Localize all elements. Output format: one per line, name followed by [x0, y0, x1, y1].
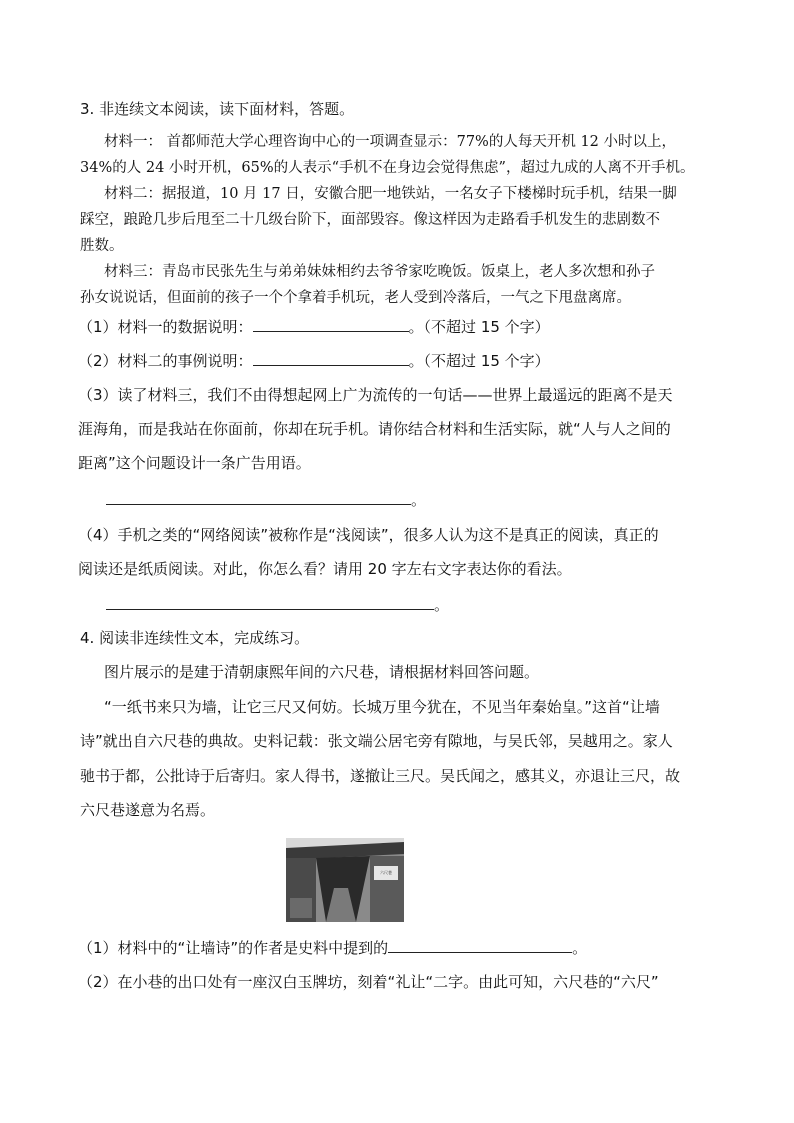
q3-sub-3-answer-blank[interactable]	[106, 490, 411, 505]
q3-sub-4-line-1: （4）手机之类的“网络阅读”被称作是“浅阅读”，很多人认为这不是真正的阅读，真正的	[78, 526, 659, 544]
q3-sub-2-answer-blank[interactable]	[253, 351, 409, 366]
q3-sub-4-line-2: 阅读还是纸质阅读。对此，你怎么看？请用 20 字左右文字表达你的看法。	[78, 560, 572, 578]
material-3-line-1: 材料三：青岛市民张先生与弟弟妹妹相约去爷爷家吃晚饭。饭桌上，老人多次想和孙子	[104, 264, 655, 280]
q3-sub-2	[78, 351, 550, 371]
q3-sub-3-line-2: 涯海角，而是我站在你面前，你却在玩手机。请你结合材料和生活实际，就“人与人之间的	[78, 420, 671, 438]
q4-intro: 图片展示的是建于清朝康熙年间的六尺巷，请根据材料回答问题。	[104, 663, 540, 681]
q4-sub-2: （2）在小巷的出口处有一座汉白玉牌坊，刻着“礼让“二字。由此可知，六尺巷的“六尺”	[78, 973, 659, 991]
q3-heading: 3. 非连续文本阅读，读下面材料，答题。	[80, 100, 355, 118]
q4-passage-line-2: 诗”就出自六尺巷的典故。史料记载：张文端公居宅旁有隙地，与吴氏邻，吴越用之。家人	[80, 732, 673, 750]
q4-sub-1-period: 。	[572, 939, 588, 957]
material-3-line-2: 孙女说说话，但面前的孩子一个个拿着手机玩，老人受到冷落后，一气之下甩盘离席。	[80, 290, 631, 306]
q3-sub-4-period: 。	[434, 596, 450, 614]
q3-sub-1	[78, 317, 550, 337]
q3-sub-2-prompt: （2）材料二的事例说明：	[78, 352, 253, 370]
q4-sub-1-prompt: （1）材料中的“让墙诗”的作者是史料中提到的	[78, 939, 389, 957]
q3-sub-1-prompt: （1）材料一的数据说明：	[78, 318, 253, 336]
material-1-line-2: 34%的人 24 小时开机，65%的人表示“手机不在身边会觉得焦虑”，超过九成的人离不开手机。	[80, 160, 695, 176]
q3-sub-3-period: 。	[411, 491, 427, 509]
six-foot-alley-photo	[286, 838, 404, 922]
q4-heading: 4. 阅读非连续性文本，完成练习。	[80, 629, 310, 647]
q4-sub-1-answer-blank[interactable]	[388, 938, 572, 953]
q3-sub-3-line-3: 距离”这个问题设计一条广告用语。	[78, 454, 311, 472]
q3-sub-3-answer	[106, 490, 426, 510]
q3-sub-4-answer-blank[interactable]	[106, 595, 434, 610]
q4-passage-line-3: 驰书于都，公批诗于后寄归。家人得书，遂撤让三尺。吴氏闻之，感其义，亦退让三尺，故	[80, 767, 681, 785]
material-2-line-2: 踩空，踉跄几步后甩至二十几级台阶下，面部毁容。像这样因为走路看手机发生的悲剧数不	[80, 212, 660, 228]
q4-passage-line-1: “一纸书来只为墙，让它三尺又何妨。长城万里今犹在，不见当年秦始皇。”这首“让墙	[104, 698, 660, 716]
q4-sub-1	[78, 938, 587, 958]
material-1-line-1: 材料一： 首都师范大学心理咨询中心的一项调查显示：77%的人每天开机 12 小时以上，	[104, 134, 677, 150]
q3-sub-4-answer	[106, 595, 449, 615]
material-2-line-3: 胜数。	[80, 238, 124, 254]
material-2-line-1: 材料二：据报道，10 月 17 日，安徽合肥一地铁站，一名女子下楼梯时玩手机，结果一脚	[104, 186, 677, 202]
q4-passage-line-4: 六尺巷遂意为名焉。	[80, 801, 216, 819]
q3-sub-1-answer-blank[interactable]	[253, 317, 409, 332]
alley-illustration	[286, 838, 404, 922]
q3-sub-2-limit: 。（不超过 15 个字）	[408, 352, 550, 370]
q3-sub-1-limit: 。（不超过 15 个字）	[408, 318, 550, 336]
q3-sub-3-line-1: （3）读了材料三，我们不由得想起网上广为流传的一句话——世界上最遥远的距离不是天	[78, 386, 673, 404]
alley-sign-text: 六尺巷	[380, 870, 392, 875]
